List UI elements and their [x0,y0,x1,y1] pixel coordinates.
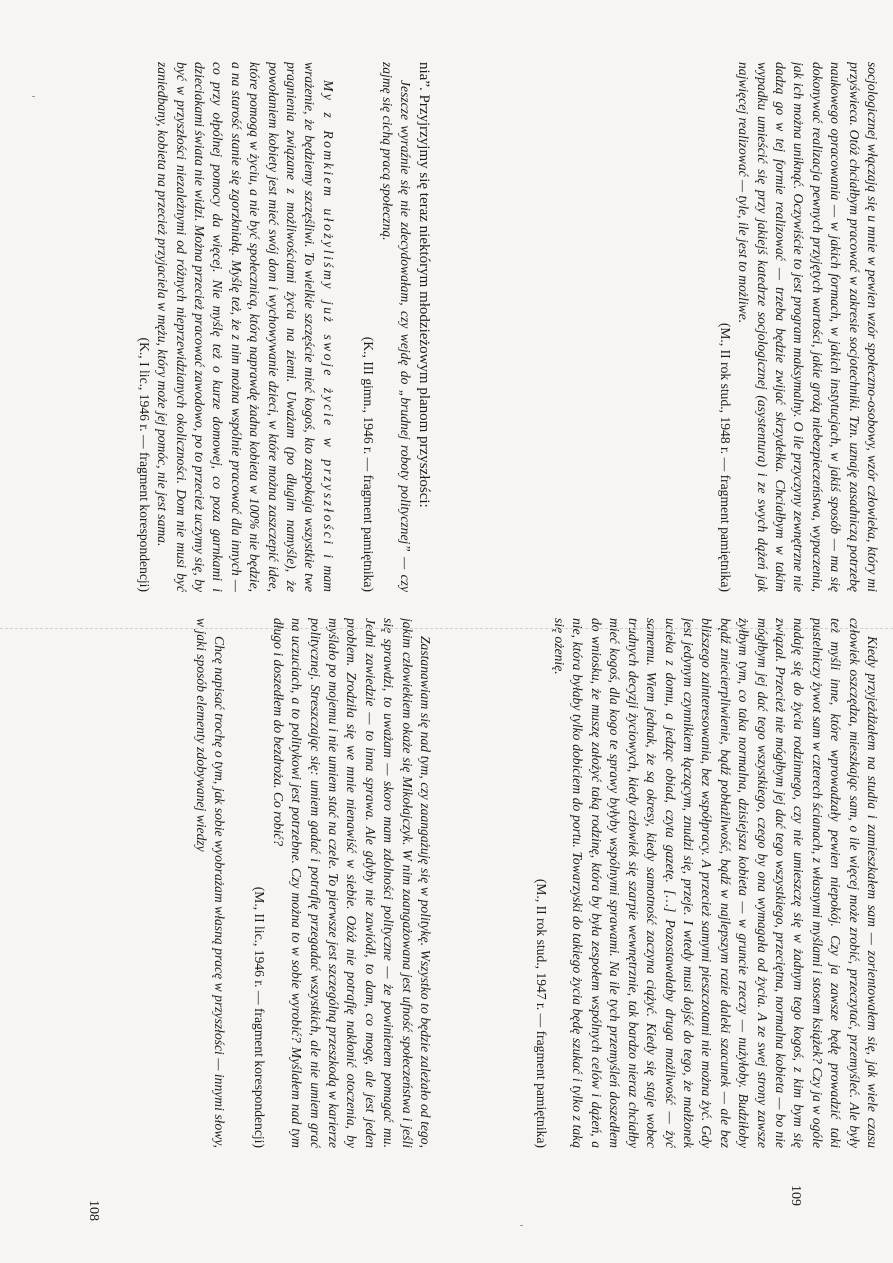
quote-2-text: i mam wrażenie, że będziemy szczęśliwi. To wielkie szczęście mieć kogoś, kto zaspokaja wszystkie twe pragnienia związane z możliwościami życia na ziemi. Uważam (po długim namyśle), że powołaniem kobiety jest mieć swój dom i wychowywanie dzieci, w które można zaszczepić idee, które pomogą w życiu, a nie być społecznicą, którą naprawdę żadna kobieta w 100% nie będzie, a na starość stanie się zgorzkniałą. Myślę też, że z nim można wspólnie pracować dla innych — co przy ołpólnej pomocy da więcej. Nie myślę też o kurze domowej, co poza garnkami i dzieciakami świata nie widzi. Można przecież pracować zawodowo, po to przecież uczymy się, by być w przyszłości niezależnymi od różnych nieprzewidzianych okoliczności. Dom nie musi być zaniedbany, kobieta na przecież przyjaciela w mężu, który może jej pomóc, nie jest sama. [155,62,336,592]
scan-speck [32,96,35,97]
quote-5-source: (M., II rok stud., 1947 r. — fragment pamiętnika) [533,878,549,1148]
page-109-column-2 [441,618,881,1148]
gutter-line [0,628,893,629]
quote-4-source: (M., II rok stud., 1948 r. — fragment pamiętnika) [717,322,733,592]
quote-2-spaced-text: My z Romkiem ułożyliśmy już swoje życie w przyszłości [320,80,336,547]
lead-paragraph: nia”. Przyjrzyjmy się teraz niektórym młodzieżowym planom przyszłości: [416,62,432,508]
page-108 [6,0,446,1263]
page-109 [453,0,893,1263]
quote-4-start: Chcę napisać trochę o tym, jak sobie wyobrażam własną pracę w przyszłości — innymi słowy, w jaki sposób elementy zdobywanej wiedzy [193,618,227,1148]
page-108-column-1 [0,62,434,592]
quote-3: Zastanawiam się nad tym, czy zaangażuję się w politykę. Wszystko to będzie zależało od tego, jakim człowiekiem okaże się Mikołajczyk. W nim zaangażowana jest ufność społeczeństwa i jeśli się sprawdzi, to uważam — skoro mam zdolności polityczne — że powinienem pomagać mu. Jedni zawiedzie — to inna sprawa. Ale gdyby nie zawiódł, to dam, co mogę, ale jest jeden problem. Zrodziła się we mnie nienawiść w siebie. Ożóż nie potrafię nakłonić otoczenia, by myślało po mojemu i nie umiem stać na czele. To pierwsze jest szczególną przeszkodą w karierze politycznej. Streszczając się: umiem gadać i potrafię przegadać wszystkich, ale nie umiem grać na uczuciach, a to politykowi jest potrzebne. Czy można to w sobie wyrobić? Myślałem nad tym długo i doszedłem do bezdroża. Co robić? [270,618,433,1148]
quote-2-source: (K., I lic., 1946 r. — fragment korespondencji) [136,337,152,592]
quote-5: Kiedy przyjeżdżałem na studia i zamieszkałem sam — zorientowałem się, jak wiele czasu człowiek oszczędza, mieszkając sam, o ile więcej może zrobić, przeczytać, przemyśleć. Ale były też myśli inne, które wprowadzały pewien niepokój. Czy ja zawsze będę prowadzić taki pustelniczy żywot sam w czterech ścianach, z własnymi myślami i stosem książek? Czy ja w ogóle nadaję się do życia rodzinnego, czy nie umieszczę się w żadnym tego kogoś, z kim bym się związał. Przecież nie mógłbym jej dać tego wszystkiego, przeciętna, normalna kobieta — bo nie mógłbym jej dać tego wszystkiego, czego by ona wymagała od życia. A ze swej strony zawsze żyłbym tym, co taka normalna, dzisiejsza kobieta — w gruncie rzeczy — nużyłoby. Budziłoby bądź zniecierpliwienie, bądź pobłażliwość, bądź w najlepszym razie daleki szacunek — ale bez bliższego zainteresowania, bez współpracy. A przecież samymi pieszczotami nie można żyć. Gdy jest jedynym czynnikiem łączącym, znudzi się, przeje. I wtedy musi dojść do tego, że małżonek ucieka z domu, a jedząc obiad, czyta gazetę. […] Pozostawałaby druga możliwość — żyć samemu. Wiem jednak, że są okresy, kiedy samotność zaczyna ciążyć. Kiedy się staje wobec trudnych decyzji życiowych, kiedy człowiek się szarpie wewnętrznie, tak bardzo nieraz chciałby mieć kogoś, dla kogo te sprawy byłyby wspólnymi sprawami. Na ile tych przemyśleń doszedłem do wniosku, że muszę założyć taką rodzinę, która by była zespołem wspólnych celów i dążeń, a nie, która byłaby tylko dobiciem do portu. Towarzyski do takiego życia będę szukać i tylko z taką się ożenię. [552,618,880,1148]
page-108-column-2 [0,618,434,1148]
page-109-column-1 [441,62,881,592]
quote-1: Jeszcze wyraźnie się nie zdecydowałam, czy wejdę do „brudnej roboty politycznej” — czy zajmę się cichą pracą społeczną. [379,62,413,592]
quote-2 [153,62,337,592]
quote-4-continuation: socjologicznej włączają się u mnie w pewien wzór społeczno-osobowy, wzór człowieka, który mi przyświeca. Otóż chciałbym pracować w zakresie socjotechniki. Tzn. uznaję zasadniczą potrzebę naukowego opracowania — w jakich formach, w jakich instytucjach, w jakiś sposób — ma się dokonywać realizacja pewnych przyjętych wartości, jakie grożą niebezpieczeństwa, wypaczenia, jak ich można uniknąć. Oczywiście to jest program maksymalny. O ile przyczyny zewnętrzne nie dadzą go w tej formie realizować — trzeba będzie zwijać skrzydełka. Chciałbym w takim wypadku umieścić się przy jakiejś katedrze socjologicznej (asystentura) i ze swych dążeń jak najwięcej realizować — tyle, ile jest to możliwe. [736,62,880,592]
quote-1-source: (K., III gimn., 1946 r. — fragment pamiętnika) [361,336,377,592]
page-number-108: 108 [86,1200,101,1221]
page-number-109: 109 [788,1185,803,1206]
quote-3-source: (M., II lic., 1946 r. — fragment korespondencji) [252,886,268,1148]
scan-speck [520,1225,523,1226]
